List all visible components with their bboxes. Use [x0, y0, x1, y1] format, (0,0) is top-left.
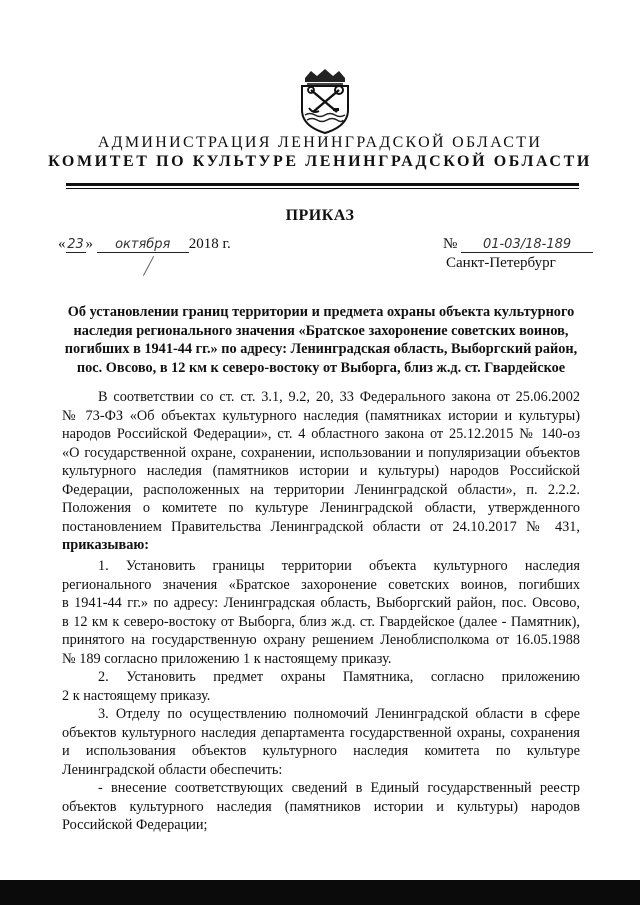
document-number [443, 236, 593, 253]
text-line: объектов культурного наследия (памятников истории и культуры) народов [62, 798, 580, 815]
text-line: Федерации, расположенных на территории Ленинградской области», п. 2.2.2. [62, 481, 580, 498]
text-line: культурного наследия (памятников истории и культуры) народов Российской [62, 463, 580, 479]
number-prefix: № [443, 236, 458, 252]
pen-mark [143, 256, 154, 276]
text-line: «О государственной охране, сохранении, использовании и популяризации объектов [62, 444, 580, 461]
text-line: - внесение соответствующих сведений в Единый государственный реестр [98, 780, 580, 796]
number-value: 01-03/18-189 [461, 237, 593, 253]
date-day: 23 [67, 237, 84, 252]
text-line: и использования объектов культурного наследия комитета по культуре [62, 743, 580, 759]
text-line: народов Российской Федерации», ст. 4 областного закона от 25.12.2015 № 140-оз [62, 426, 580, 442]
date-close-quote: » [85, 236, 93, 252]
committee-name: КОМИТЕТ ПО КУЛЬТУРЕ ЛЕНИНГРАДСКОЙ ОБЛАСТИ [48, 153, 592, 170]
item-3-subitem [62, 779, 580, 835]
subject-line: наследия регионального значения «Братское захоронение советских воинов, [73, 322, 569, 339]
administration-name: АДМИНИСТРАЦИЯ ЛЕНИНГРАДСКОЙ ОБЛАСТИ [97, 134, 543, 151]
header-divider-thick [66, 183, 579, 186]
preamble-paragraph [62, 388, 580, 555]
subject-line: пос. Овсово, в 12 км к северо-востоку от Выборга, близ ж.д. ст. Гвардейское [76, 359, 566, 376]
text-line: Российской Федерации; [62, 817, 208, 833]
document-title: ПРИКАЗ [285, 207, 355, 224]
order-subject [62, 303, 580, 377]
text-line: регионального значения «Братское захоронение советских воинов, погибших [62, 576, 580, 593]
date-open-quote: « [58, 236, 66, 252]
text-line: 2. Установить предмет охраны Памятника, согласно приложению [98, 669, 580, 685]
coat-of-arms-icon [297, 68, 353, 134]
text-line: Положения о комитете по культуре Ленинградской области, утвержденного [62, 500, 580, 516]
item-3-paragraph [62, 705, 580, 779]
text-line: объектов культурного наследия департамента государственной охраны, сохранения [62, 724, 580, 741]
document-date [58, 236, 231, 253]
text-line: 1. Установить границы территории объекта культурного наследия [98, 558, 580, 574]
text-line: Ленинградской области обеспечить: [62, 761, 283, 778]
order-word: приказываю: [62, 537, 150, 553]
scan-edge-bar [0, 880, 640, 905]
text-line: 2 к настоящему приказу. [62, 687, 211, 704]
text-line: постановлением Правительства Ленинградской области от 24.10.2017 № 431, [62, 518, 580, 535]
text-line: № 189 согласно приложению 1 к настоящему приказу. [62, 650, 392, 667]
date-year: 2018 г. [188, 236, 231, 252]
text-line: в 12 км к северо-востоку от Выборга, близ ж.д. ст. Гвардейское (далее - Памятник), [62, 613, 580, 630]
item-1-paragraph [62, 557, 580, 668]
date-month: октября [97, 237, 189, 253]
text-line: № 73-ФЗ «Об объектах культурного наследия (памятниках истории и культуры) [62, 407, 580, 424]
item-2-paragraph [62, 668, 580, 705]
text-line: 3. Отделу по осуществлению полномочий Ленинградской области в сфере [98, 706, 580, 722]
document-place: Санкт-Петербург [446, 255, 556, 271]
text-line: В соответствии со ст. ст. 3.1, 9.2, 20, 33 Федерального закона от 25.06.2002 [98, 389, 580, 405]
text-line: принятого на государственную охрану решением Леноблисполкома от 16.05.1988 [62, 632, 580, 648]
text-line: в 1941-44 гг.» по адресу: Ленинградская область, Выборгский район, пос. Овсово, [62, 595, 580, 611]
header-divider-thin [66, 188, 579, 189]
subject-line: погибших в 1941-44 гг.» по адресу: Ленинградская область, Выборгский район, [64, 341, 578, 357]
subject-line: Об установлении границ территории и предмета охраны объекта культурного [67, 304, 575, 320]
